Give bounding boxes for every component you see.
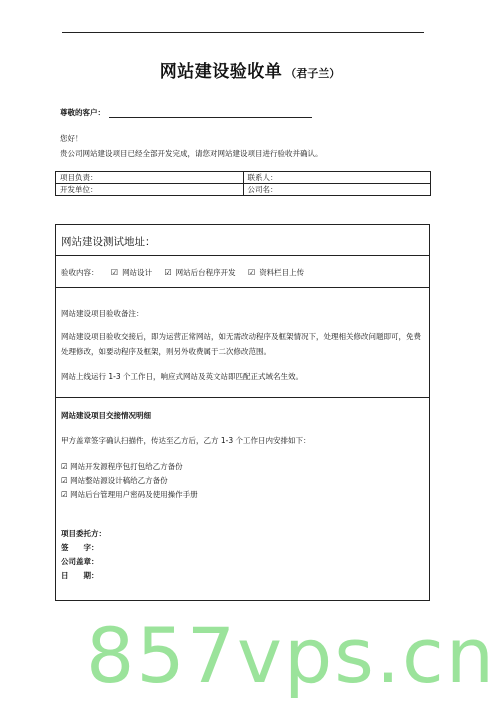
acceptance-label: 验收内容： — [61, 268, 99, 277]
sign-label-signature: 签 字： — [61, 543, 99, 552]
developer-cell: 开发单位： — [56, 184, 244, 196]
test-address-label: 网站建设测试地址： — [61, 236, 156, 248]
company-cell: 公司名： — [243, 184, 431, 196]
customer-line — [60, 107, 312, 118]
section-divider — [56, 255, 429, 256]
acceptance-item: ☑ 网站后台程序开发 — [164, 268, 236, 277]
notes-title: 网站建设项目验收备注： — [61, 309, 144, 318]
customer-underline — [109, 108, 312, 118]
intro-text: 贵公司网站建设项目已经全部开发完成，请您对网站建设项目进行验收并确认。 — [60, 149, 323, 158]
top-rule — [62, 32, 424, 33]
handover-intro: 甲方盖章签字确认扫描件，传达至乙方后，乙方 1-3 个工作日内安排如下： — [61, 436, 311, 445]
document-title — [0, 57, 500, 82]
customer-label: 尊敬的客户： — [60, 108, 105, 117]
checked-box-icon: ☑ — [61, 490, 68, 499]
section-divider — [56, 287, 429, 288]
section-divider — [56, 397, 429, 398]
acceptance-item: ☑ 网站设计 — [110, 268, 153, 277]
watermark: 857vps.cn — [86, 611, 496, 700]
table-row — [56, 172, 431, 184]
checked-box-icon: ☑ — [164, 268, 172, 277]
handover-item: ☑ 网站整站源设计稿给乙方备份 — [61, 476, 168, 485]
sign-label-seal: 公司盖章： — [61, 557, 99, 566]
acceptance-item: ☑ 资料栏目上传 — [248, 268, 305, 277]
acceptance-box — [55, 224, 430, 601]
title-sub: （君子兰） — [285, 67, 341, 80]
notes-paragraph-2: 网站上线运行 1-3 个工作日，响应式网站及英文站即匹配正式域名生效。 — [61, 372, 304, 381]
sign-label-client: 项目委托方： — [61, 529, 106, 538]
sign-label-date: 日 期： — [61, 571, 99, 580]
checked-box-icon: ☑ — [110, 268, 119, 277]
checked-box-icon: ☑ — [248, 268, 256, 277]
table-row — [56, 184, 431, 196]
title-main: 网站建设验收单 — [159, 62, 283, 82]
contact-cell: 联系人： — [243, 172, 431, 184]
info-table — [55, 171, 431, 196]
checked-box-icon: ☑ — [61, 476, 68, 485]
handover-item: ☑ 网站开发源程序包打包给乙方备份 — [61, 462, 183, 471]
acceptance-row — [61, 267, 304, 278]
project-lead-cell: 项目负责： — [56, 172, 244, 184]
notes-paragraph-1: 网站建设项目验收交接后，即为运营正常网站，如无需改动程序及框架情况下，处理相关修改问题即可，免费处理修改，如要动程序及框架，则另外收费属于二次修改范围。 — [61, 332, 421, 356]
checked-box-icon: ☑ — [61, 462, 68, 471]
handover-item: ☑ 网站后台管理用户密码及使用操作手册 — [61, 490, 198, 499]
handover-title: 网站建设项目交接情况明细 — [61, 411, 151, 420]
greeting: 您好！ — [60, 134, 83, 143]
